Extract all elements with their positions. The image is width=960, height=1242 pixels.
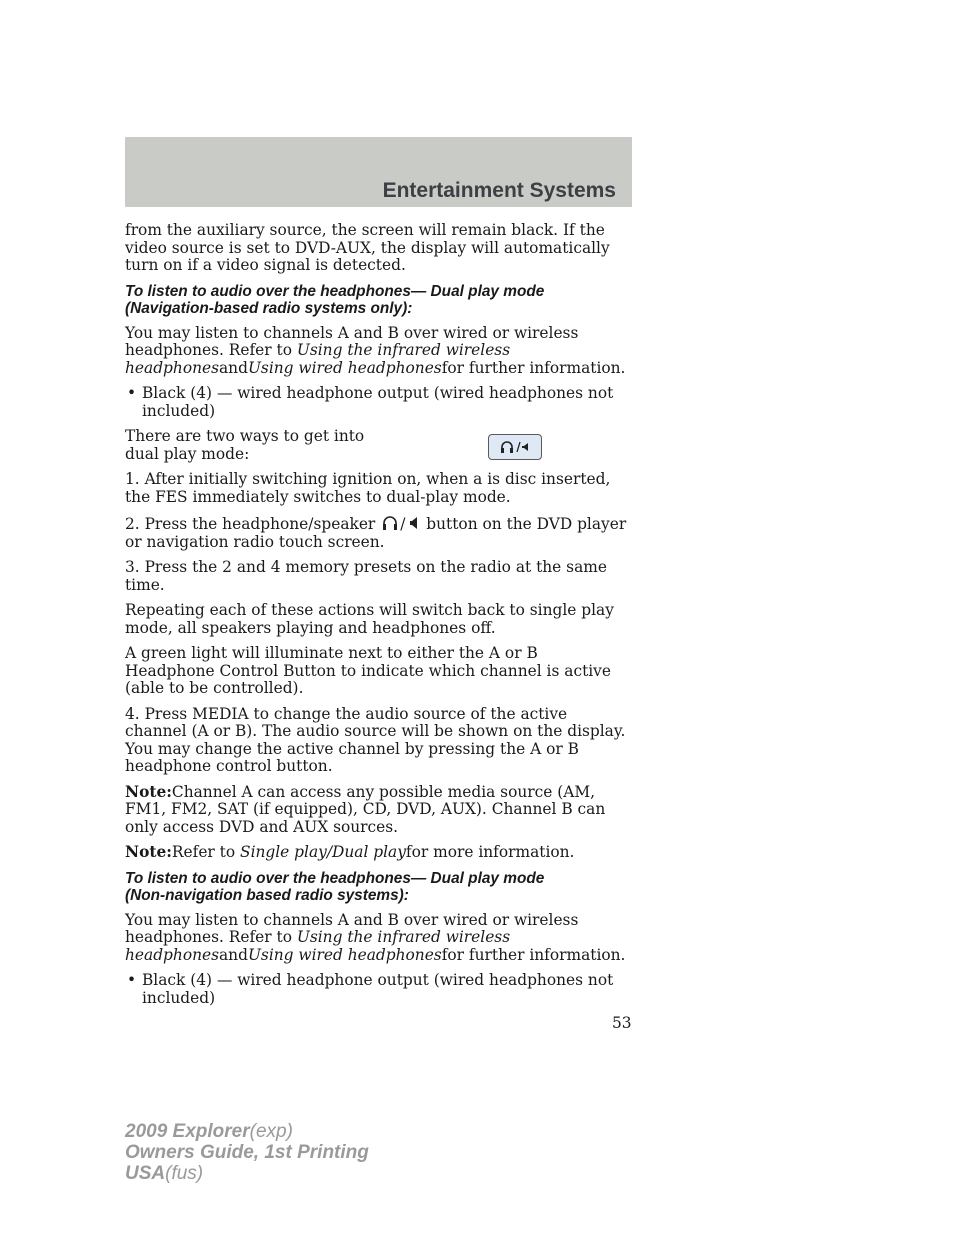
xref-infrared-headphones: Using the infrared wireless headphones	[125, 341, 511, 377]
footer-printing: Owners Guide, 1st Printing	[125, 1142, 369, 1163]
xref-wired-headphones: Using wired headphones	[247, 945, 442, 964]
heading-non-navigation: To listen to audio over the headphones— Dual play mode (Non-navigation based radio systems):	[125, 869, 545, 904]
footer-market: USA	[125, 1163, 166, 1184]
bullet-dot: •	[127, 384, 137, 402]
headphone-speaker-button	[488, 434, 542, 460]
xref-infrared-headphones: Using the infrared wireless headphones	[125, 928, 511, 964]
print-footer: 2009 Explorer(exp) Owners Guide, 1st Printing USA(fus)	[125, 1121, 369, 1184]
bullet-dot: •	[127, 971, 137, 989]
step-1: 1. After initially switching ignition on, when a is disc inserted, the FES immediately switches to dual-play mode.	[125, 470, 611, 506]
bullet-item: • Black (4) — wired headphone output (wired headphones not included)	[127, 971, 614, 1007]
repeat-paragraph: Repeating each of these actions will switch back to single play mode, all speakers playing and headphones off.	[125, 601, 614, 637]
note-channels: Note:Channel A can access any possible media source (AM, FM1, FM2, SAT (if equipped), CD, DVD, AUX). Channel B can only access DVD and AUX sources.	[125, 782, 606, 836]
header-band	[125, 137, 632, 207]
speaker-icon	[406, 514, 420, 532]
footer-model: 2009 Explorer	[125, 1121, 250, 1142]
step-2: 2. Press the headphone/speaker / button on the DVD player or navigation radio touch screen.	[125, 515, 627, 551]
step-4: 4. Press MEDIA to change the audio source of the active channel (A or B). The audio source will be shown on the display. You may change the active channel by pressing the A or B headphone control button.	[125, 704, 626, 775]
dual-play-intro: There are two ways to get into dual play mode:	[125, 427, 365, 463]
page-number: 53	[612, 1014, 632, 1032]
note-refer: Note:Refer to Single play/Dual playfor more information.	[125, 843, 575, 861]
headphones-paragraph-non-nav: You may listen to channels A and B over wired or wireless headphones. Refer to Using the infrared wireless headphonesandUsing wired headphonesfor further information.	[125, 910, 626, 964]
note-label: Note:	[125, 843, 172, 861]
xref-wired-headphones: Using wired headphones	[247, 358, 442, 377]
headphones-paragraph-nav: You may listen to channels A and B over wired or wireless headphones. Refer to Using the infrared wireless headphonesandUsing wired headphonesfor further information.	[125, 323, 626, 377]
intro-paragraph: from the auxiliary source, the screen will remain black. If the video source is set to DVD-AUX, the display will automatically turn on if a video signal is detected.	[125, 221, 610, 274]
bullet-item: • Black (4) — wired headphone output (wired headphones not included)	[127, 384, 614, 420]
headphone-speaker-icon	[498, 440, 532, 454]
heading-navigation: To listen to audio over the headphones— Dual play mode (Navigation-based radio systems only):	[125, 282, 545, 317]
note-label: Note:	[125, 782, 172, 801]
green-light-paragraph: A green light will illuminate next to either the A or B Headphone Control Button to indicate which channel is active (able to be controlled).	[125, 644, 611, 697]
headphone-icon	[381, 514, 399, 532]
page-content	[125, 222, 632, 1015]
step-3: 3. Press the 2 and 4 memory presets on the radio at the same time.	[125, 558, 607, 594]
xref-single-dual-play: Single play/Dual play	[240, 843, 406, 861]
section-title: Entertainment Systems	[382, 179, 616, 202]
